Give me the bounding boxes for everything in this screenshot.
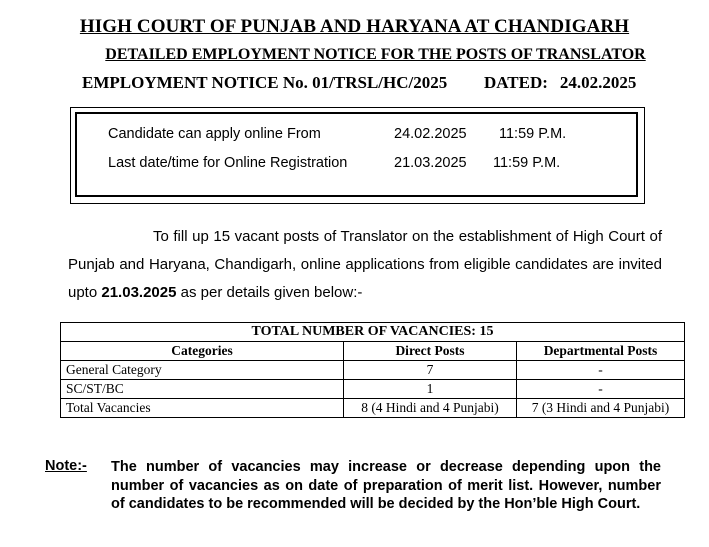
schedule-row-1-time: 11:59 P.M. [499,126,567,142]
table-cell: - [517,380,685,399]
table-cell: Total Vacancies [61,399,344,418]
table-cell: General Category [61,361,344,380]
notice-number: EMPLOYMENT NOTICE No. 01/TRSL/HC/2025 [82,73,448,92]
schedule-row-2-label: Last date/time for Online Registration [108,155,348,171]
schedule-row-1-label: Candidate can apply online From [108,126,321,142]
court-title: HIGH COURT OF PUNJAB AND HARYANA AT CHANDIGARH [79,16,630,37]
table-cell: 7 (3 Hindi and 4 Punjabi) [517,399,685,418]
table-cell: 8 (4 Hindi and 4 Punjabi) [344,399,517,418]
table-row [61,361,685,380]
table-cell: SC/ST/BC [61,380,344,399]
column-header-categories: Categories [61,342,344,361]
table-cell: - [517,361,685,380]
dated-label: DATED: [484,73,548,92]
schedule-row-1-date: 24.02.2025 [394,126,467,142]
notice-date [484,73,636,93]
intro-paragraph [68,223,662,307]
schedule-row-2-date: 21.03.2025 [394,155,467,171]
note-label: Note:- [45,458,87,474]
schedule-row-2-time: 11:59 P.M. [493,155,561,171]
table-row [61,380,685,399]
table-row [61,399,685,418]
intro-text: To fill up 15 vacant posts of Translator on the establishment of High Court of Punjab and Haryana, Chandigarh, online applications from eligible candidates are invited upto [68,228,662,301]
vacancy-table-title: TOTAL NUMBER OF VACANCIES: 15 [61,323,685,342]
vacancy-table-header [61,342,685,361]
table-cell: 1 [344,380,517,399]
vacancy-table-title-row [61,323,685,342]
column-header-departmental: Departmental Posts [517,342,685,361]
column-header-direct: Direct Posts [344,342,517,361]
intro-text-end: as per details given below:- [176,284,363,301]
dated-value: 24.02.2025 [559,73,637,92]
vacancy-table [60,322,685,418]
intro-bold-date: 21.03.2025 [101,284,177,301]
note-text: The number of vacancies may increase or decrease depending upon the number of vacancies as on date of preparation of merit list. However, number of candidates to be recommended will be decided by the Hon’ble High Court. [111,459,661,512]
table-cell: 7 [344,361,517,380]
notice-subtitle: DETAILED EMPLOYMENT NOTICE FOR THE POSTS OF TRANSLATOR [105,46,646,63]
